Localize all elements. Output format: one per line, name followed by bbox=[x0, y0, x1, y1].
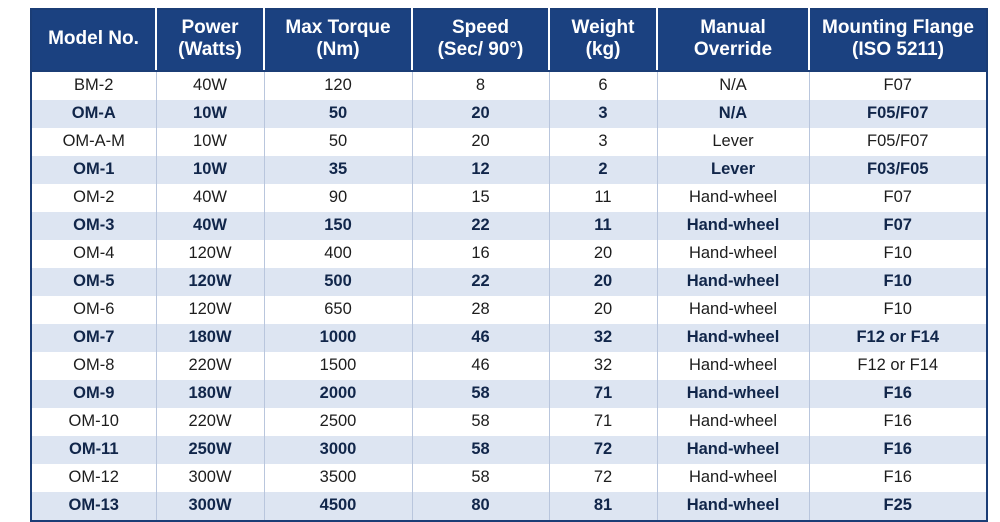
cell-model: OM-12 bbox=[31, 464, 156, 492]
cell-flange: F10 bbox=[809, 296, 987, 324]
table-row bbox=[31, 184, 987, 212]
column-header-speed bbox=[412, 9, 549, 71]
cell-power: 40W bbox=[156, 184, 264, 212]
table-row bbox=[31, 212, 987, 240]
column-header-torque bbox=[264, 9, 412, 71]
cell-model: OM-4 bbox=[31, 240, 156, 268]
table-row bbox=[31, 464, 987, 492]
table-row bbox=[31, 128, 987, 156]
cell-torque: 1500 bbox=[264, 352, 412, 380]
cell-flange: F10 bbox=[809, 268, 987, 296]
cell-flange: F16 bbox=[809, 436, 987, 464]
cell-weight: 32 bbox=[549, 324, 657, 352]
cell-manual: Hand-wheel bbox=[657, 296, 809, 324]
cell-speed: 28 bbox=[412, 296, 549, 324]
cell-weight: 6 bbox=[549, 71, 657, 100]
cell-torque: 150 bbox=[264, 212, 412, 240]
cell-torque: 35 bbox=[264, 156, 412, 184]
cell-power: 10W bbox=[156, 128, 264, 156]
column-header-model-line1: Model No. bbox=[48, 28, 139, 50]
table-row bbox=[31, 240, 987, 268]
cell-manual: Hand-wheel bbox=[657, 408, 809, 436]
cell-weight: 71 bbox=[549, 380, 657, 408]
cell-torque: 1000 bbox=[264, 324, 412, 352]
cell-model: OM-10 bbox=[31, 408, 156, 436]
table-row bbox=[31, 352, 987, 380]
cell-flange: F25 bbox=[809, 492, 987, 521]
cell-weight: 20 bbox=[549, 268, 657, 296]
cell-torque: 400 bbox=[264, 240, 412, 268]
cell-power: 180W bbox=[156, 324, 264, 352]
column-header-model bbox=[31, 9, 156, 71]
cell-torque: 120 bbox=[264, 71, 412, 100]
cell-speed: 46 bbox=[412, 352, 549, 380]
cell-manual: N/A bbox=[657, 71, 809, 100]
cell-flange: F07 bbox=[809, 212, 987, 240]
table-header bbox=[31, 9, 987, 71]
cell-weight: 32 bbox=[549, 352, 657, 380]
cell-manual: Hand-wheel bbox=[657, 268, 809, 296]
cell-speed: 22 bbox=[412, 268, 549, 296]
cell-flange: F03/F05 bbox=[809, 156, 987, 184]
cell-flange: F16 bbox=[809, 408, 987, 436]
table-row bbox=[31, 492, 987, 521]
cell-weight: 72 bbox=[549, 436, 657, 464]
cell-manual: Hand-wheel bbox=[657, 212, 809, 240]
cell-power: 300W bbox=[156, 464, 264, 492]
cell-torque: 50 bbox=[264, 100, 412, 128]
cell-speed: 15 bbox=[412, 184, 549, 212]
cell-model: OM-9 bbox=[31, 380, 156, 408]
cell-manual: Hand-wheel bbox=[657, 464, 809, 492]
cell-manual: Lever bbox=[657, 156, 809, 184]
column-header-manual-line1: Manual bbox=[700, 17, 766, 38]
cell-model: OM-13 bbox=[31, 492, 156, 521]
cell-power: 40W bbox=[156, 212, 264, 240]
cell-speed: 20 bbox=[412, 128, 549, 156]
cell-model: OM-7 bbox=[31, 324, 156, 352]
table-row bbox=[31, 268, 987, 296]
cell-model: OM-2 bbox=[31, 184, 156, 212]
column-header-manual-override bbox=[657, 9, 809, 71]
cell-power: 120W bbox=[156, 268, 264, 296]
column-header-weight-line1: Weight bbox=[571, 17, 635, 38]
cell-speed: 22 bbox=[412, 212, 549, 240]
cell-power: 120W bbox=[156, 240, 264, 268]
cell-flange: F05/F07 bbox=[809, 100, 987, 128]
column-header-speed-line2: (Sec/ 90°) bbox=[437, 39, 524, 61]
table-row bbox=[31, 156, 987, 184]
cell-speed: 58 bbox=[412, 380, 549, 408]
cell-manual: Hand-wheel bbox=[657, 436, 809, 464]
cell-torque: 2000 bbox=[264, 380, 412, 408]
cell-torque: 2500 bbox=[264, 408, 412, 436]
cell-power: 10W bbox=[156, 100, 264, 128]
cell-power: 40W bbox=[156, 71, 264, 100]
cell-torque: 3500 bbox=[264, 464, 412, 492]
cell-model: OM-A-M bbox=[31, 128, 156, 156]
cell-model: OM-1 bbox=[31, 156, 156, 184]
table-row bbox=[31, 324, 987, 352]
column-header-power bbox=[156, 9, 264, 71]
cell-weight: 81 bbox=[549, 492, 657, 521]
column-header-power-line2: (Watts) bbox=[178, 39, 242, 61]
table-body bbox=[31, 71, 987, 521]
cell-manual: Hand-wheel bbox=[657, 324, 809, 352]
cell-torque: 90 bbox=[264, 184, 412, 212]
cell-flange: F10 bbox=[809, 240, 987, 268]
cell-model: OM-6 bbox=[31, 296, 156, 324]
table-row bbox=[31, 71, 987, 100]
cell-weight: 71 bbox=[549, 408, 657, 436]
cell-speed: 58 bbox=[412, 408, 549, 436]
cell-model: OM-A bbox=[31, 100, 156, 128]
cell-model: BM-2 bbox=[31, 71, 156, 100]
cell-flange: F07 bbox=[809, 184, 987, 212]
cell-flange: F12 or F14 bbox=[809, 324, 987, 352]
column-header-torque-line2: (Nm) bbox=[316, 39, 360, 61]
cell-torque: 500 bbox=[264, 268, 412, 296]
cell-weight: 20 bbox=[549, 296, 657, 324]
column-header-flange-line2: (ISO 5211) bbox=[852, 39, 944, 61]
cell-weight: 11 bbox=[549, 212, 657, 240]
cell-power: 300W bbox=[156, 492, 264, 521]
cell-speed: 58 bbox=[412, 436, 549, 464]
column-header-manual-line2: Override bbox=[693, 39, 773, 61]
column-header-mounting-flange bbox=[809, 9, 987, 71]
cell-flange: F05/F07 bbox=[809, 128, 987, 156]
cell-manual: Hand-wheel bbox=[657, 240, 809, 268]
column-header-weight-line2: (kg) bbox=[585, 39, 621, 61]
cell-torque: 50 bbox=[264, 128, 412, 156]
cell-power: 180W bbox=[156, 380, 264, 408]
header-row bbox=[31, 9, 987, 71]
cell-model: OM-8 bbox=[31, 352, 156, 380]
cell-speed: 80 bbox=[412, 492, 549, 521]
cell-weight: 72 bbox=[549, 464, 657, 492]
column-header-power-line1: Power bbox=[181, 17, 239, 38]
cell-flange: F07 bbox=[809, 71, 987, 100]
cell-model: OM-3 bbox=[31, 212, 156, 240]
cell-flange: F16 bbox=[809, 380, 987, 408]
cell-torque: 650 bbox=[264, 296, 412, 324]
table-row bbox=[31, 408, 987, 436]
cell-model: OM-11 bbox=[31, 436, 156, 464]
cell-torque: 4500 bbox=[264, 492, 412, 521]
column-header-speed-line1: Speed bbox=[451, 17, 510, 38]
cell-manual: Lever bbox=[657, 128, 809, 156]
cell-weight: 2 bbox=[549, 156, 657, 184]
cell-weight: 3 bbox=[549, 100, 657, 128]
cell-power: 10W bbox=[156, 156, 264, 184]
cell-weight: 11 bbox=[549, 184, 657, 212]
cell-flange: F12 or F14 bbox=[809, 352, 987, 380]
cell-manual: Hand-wheel bbox=[657, 352, 809, 380]
table-row bbox=[31, 380, 987, 408]
cell-torque: 3000 bbox=[264, 436, 412, 464]
table-row bbox=[31, 436, 987, 464]
cell-model: OM-5 bbox=[31, 268, 156, 296]
cell-weight: 20 bbox=[549, 240, 657, 268]
table-row bbox=[31, 296, 987, 324]
table-row bbox=[31, 100, 987, 128]
cell-power: 120W bbox=[156, 296, 264, 324]
cell-speed: 12 bbox=[412, 156, 549, 184]
cell-speed: 58 bbox=[412, 464, 549, 492]
actuator-spec-table bbox=[30, 8, 988, 522]
cell-flange: F16 bbox=[809, 464, 987, 492]
cell-manual: Hand-wheel bbox=[657, 380, 809, 408]
column-header-weight bbox=[549, 9, 657, 71]
cell-manual: N/A bbox=[657, 100, 809, 128]
cell-power: 220W bbox=[156, 352, 264, 380]
cell-speed: 8 bbox=[412, 71, 549, 100]
cell-power: 250W bbox=[156, 436, 264, 464]
cell-speed: 20 bbox=[412, 100, 549, 128]
cell-speed: 16 bbox=[412, 240, 549, 268]
cell-speed: 46 bbox=[412, 324, 549, 352]
cell-manual: Hand-wheel bbox=[657, 184, 809, 212]
cell-power: 220W bbox=[156, 408, 264, 436]
column-header-flange-line1: Mounting Flange bbox=[822, 17, 974, 38]
column-header-torque-line1: Max Torque bbox=[285, 17, 391, 38]
cell-weight: 3 bbox=[549, 128, 657, 156]
cell-manual: Hand-wheel bbox=[657, 492, 809, 521]
